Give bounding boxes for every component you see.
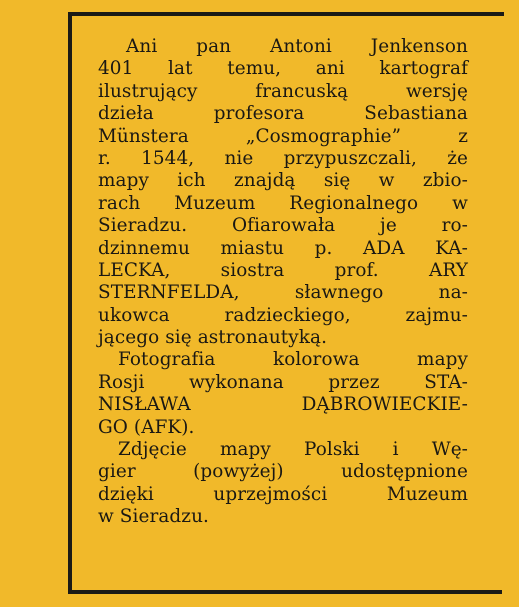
text-line: gier (powyżej) udostępnione — [98, 461, 468, 483]
text-line: rach Muzeum Regionalnego w — [98, 192, 468, 214]
text-line: dzinnemu miastu p. ADA KA- — [98, 237, 468, 259]
text-line: ukowca radzieckiego, zajmu- — [98, 304, 468, 326]
text-line: Rosji wykonana przez STA- — [98, 371, 468, 393]
text-line: STERNFELDA, sławnego na- — [98, 282, 468, 304]
paragraph-2 — [98, 349, 468, 439]
text-line: LECKA, siostra prof. ARY — [98, 259, 468, 281]
paragraph-3 — [98, 439, 468, 529]
paragraph-1 — [98, 36, 468, 349]
text-line: NISŁAWA DĄBROWIECKIE- — [98, 394, 468, 416]
top-border-rule — [68, 12, 504, 16]
text-line: Fotografia kolorowa mapy — [118, 349, 468, 371]
text-line: jącego się astronautyką. — [98, 327, 328, 349]
text-line: w Sieradzu. — [98, 506, 209, 528]
text-line: GO (AFK). — [98, 416, 195, 438]
text-line: dzieła profesora Sebastiana — [98, 103, 468, 125]
text-line: 401 lat temu, ani kartograf — [98, 58, 468, 80]
text-line: Zdjęcie mapy Polski i Wę- — [118, 439, 468, 461]
text-line: ilustrujący francuską wersję — [98, 80, 468, 102]
caption-text-block — [98, 36, 468, 529]
text-line: Ani pan Antoni Jenkenson — [126, 36, 468, 57]
text-line: Sieradzu. Ofiarowała je ro- — [98, 215, 468, 237]
text-line: dzięki uprzejmości Muzeum — [98, 483, 468, 505]
left-border-rule — [68, 12, 72, 594]
bottom-border-rule — [68, 590, 502, 594]
text-line: mapy ich znajdą się w zbio- — [98, 170, 468, 192]
text-line: Münstera „Cosmographie” z — [98, 125, 468, 147]
text-line: r. 1544, nie przypuszczali, że — [98, 147, 468, 169]
